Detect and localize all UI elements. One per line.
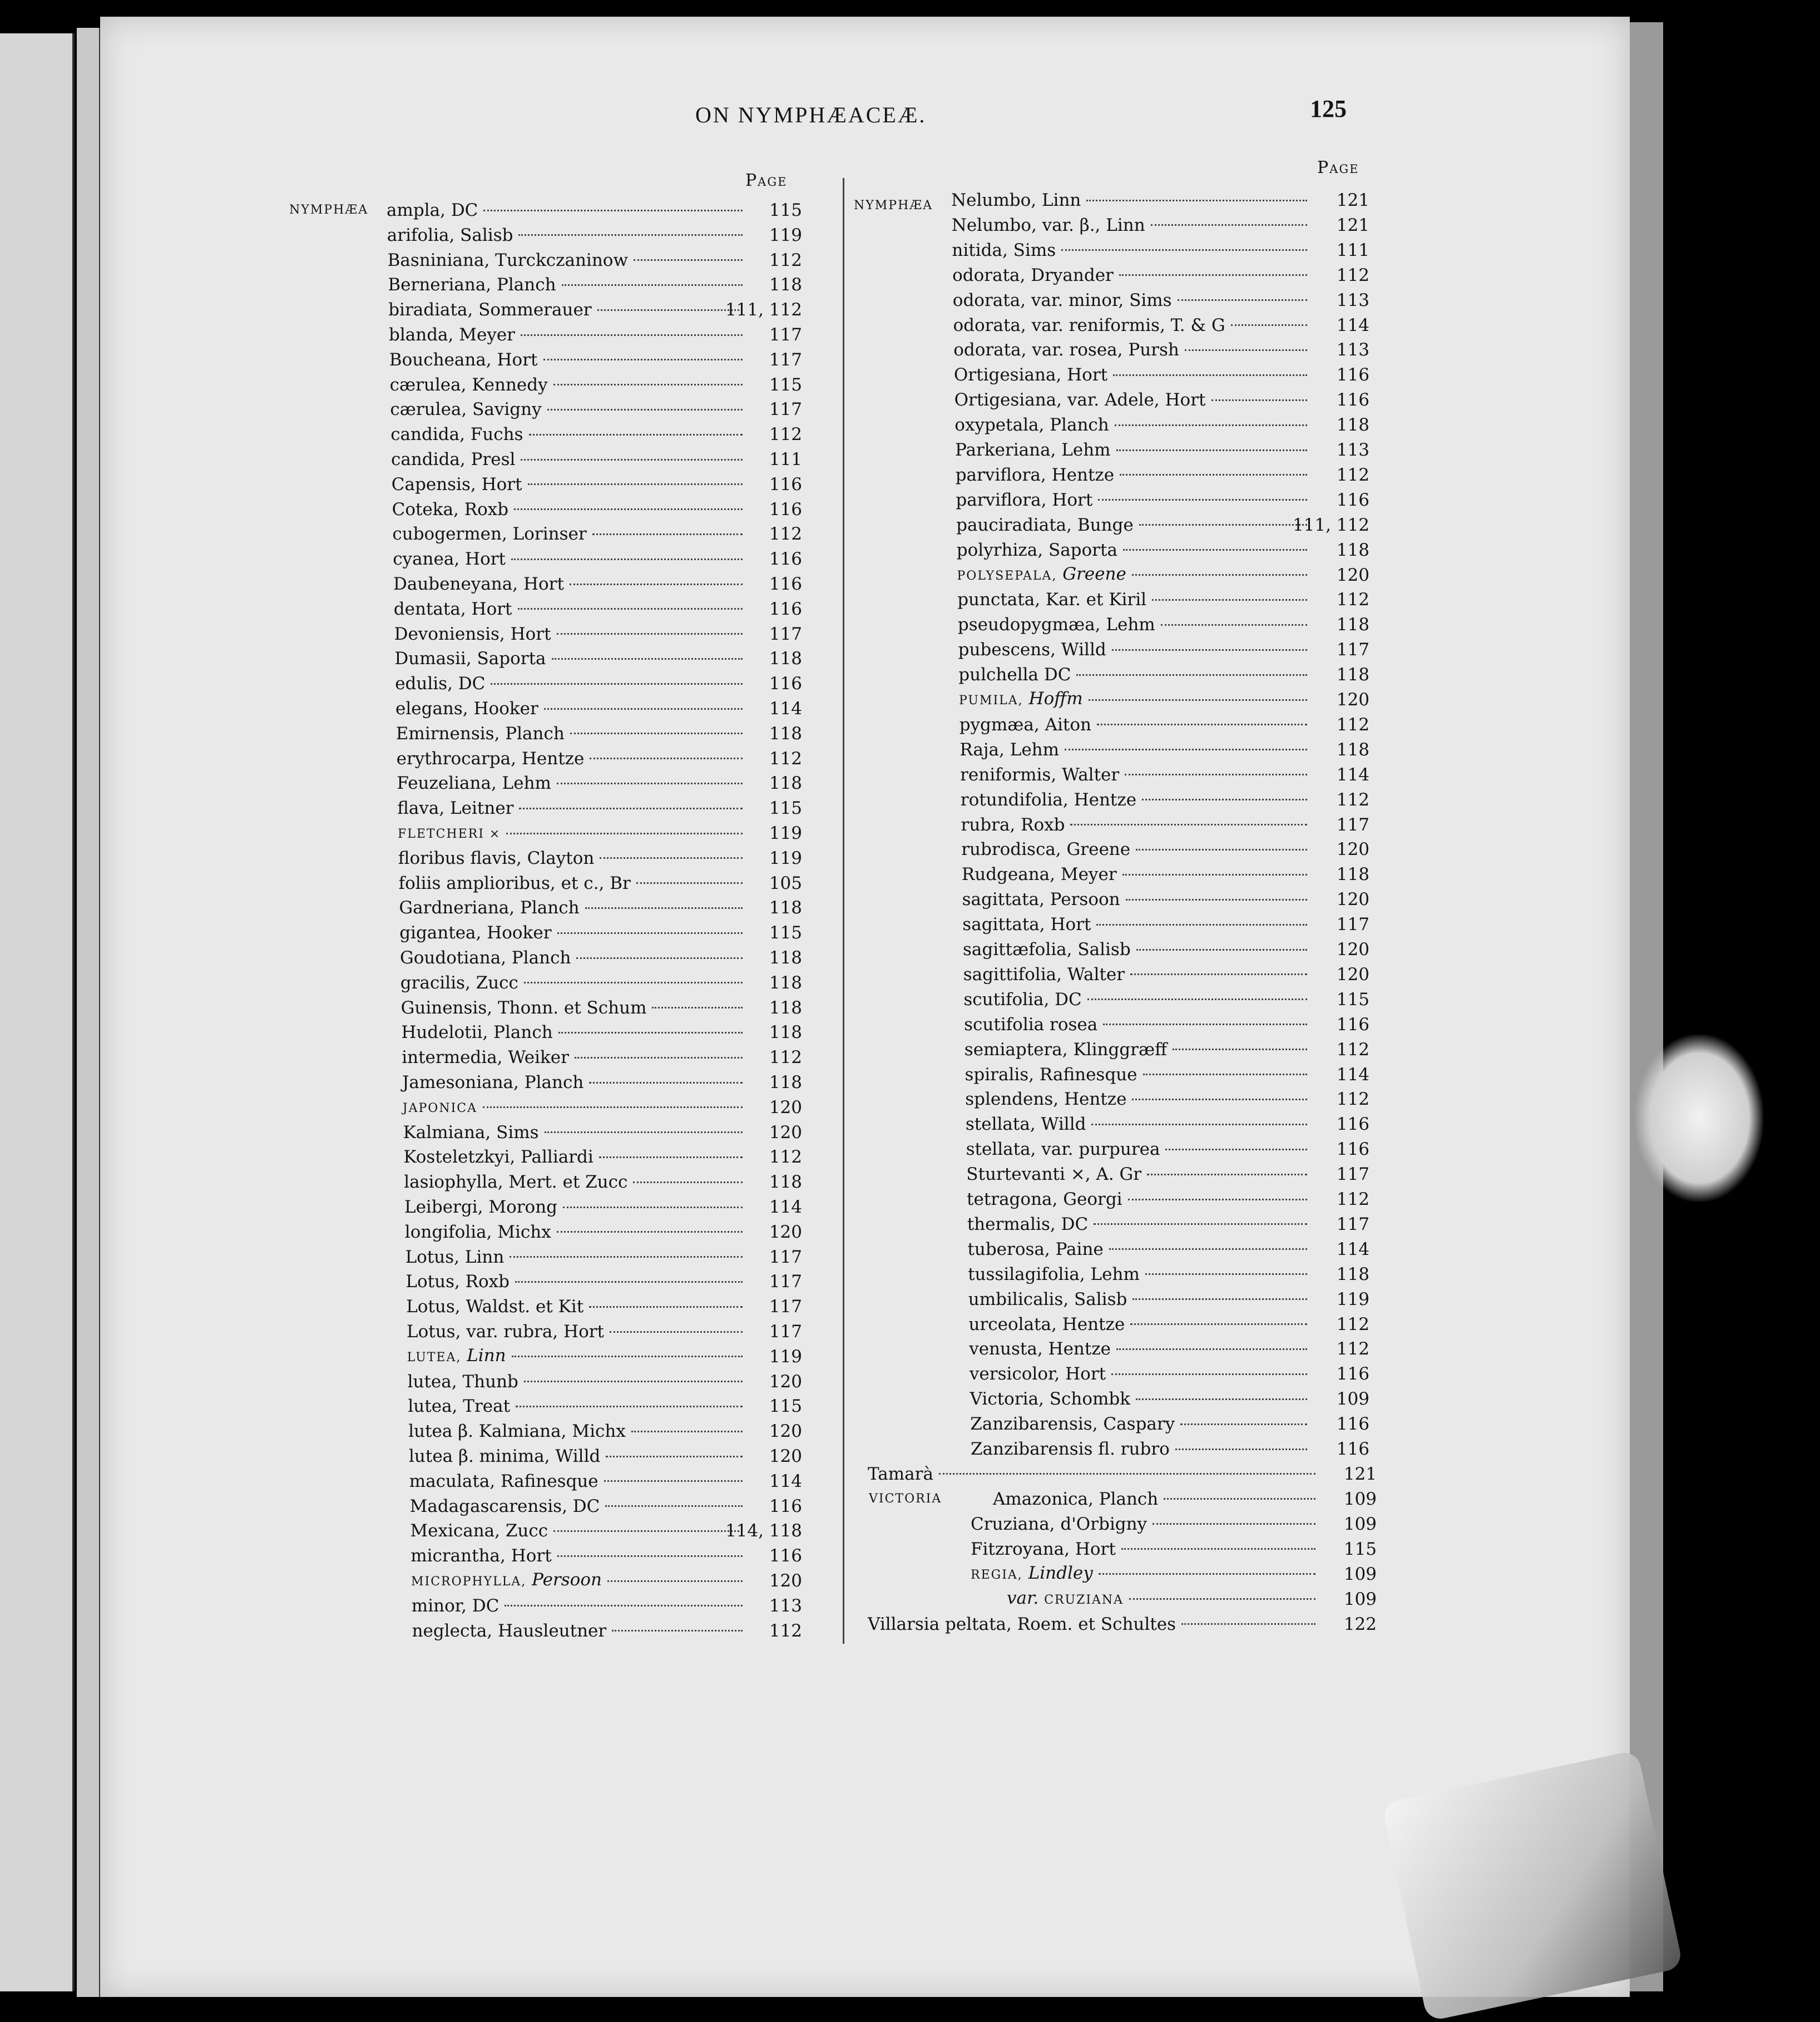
entry-name: Leibergi, Morong xyxy=(404,1197,558,1217)
entry-page: 112 xyxy=(769,1620,802,1641)
entry-page: 116 xyxy=(769,599,802,619)
entry-name: Basniniana, Turckczaninow xyxy=(387,250,628,270)
entry-name: cyanea, Hort xyxy=(393,549,506,570)
entry-name: stellata, var. purpurea xyxy=(966,1139,1160,1160)
entry-name: rubra, Roxb xyxy=(961,814,1065,835)
entry-name: Gardneriana, Planch xyxy=(399,898,580,918)
entry-authority-italic: Greene xyxy=(1062,563,1126,584)
entry-page: 118 xyxy=(1336,415,1369,436)
left-page-edge xyxy=(77,28,101,1997)
entry-page: 118 xyxy=(769,1172,802,1193)
entry-page: 112 xyxy=(1336,1314,1369,1334)
entry-name: foliis amplioribus, et c., Br xyxy=(398,873,631,893)
entry-page: 116 xyxy=(1336,1139,1369,1160)
entry-name: Madagascarensis, DC xyxy=(409,1496,600,1516)
entry-name: longifolia, Michx xyxy=(404,1222,551,1242)
entry-page: 112 xyxy=(1336,1089,1369,1110)
entry-page: 119 xyxy=(769,1346,802,1367)
entry-page: 116 xyxy=(769,499,802,520)
entry-page: 116 xyxy=(1336,1014,1369,1035)
entry-page: 116 xyxy=(769,574,802,594)
entry-page: 112 xyxy=(1336,1339,1369,1359)
entry-page: 116 xyxy=(1336,1414,1369,1435)
entry-page: 120 xyxy=(769,1571,802,1591)
entry-page: 118 xyxy=(769,997,802,1018)
entry-name: Victoria, Schombk xyxy=(970,1389,1131,1410)
entry-page: 112 xyxy=(1336,1189,1369,1209)
entry-page: 117 xyxy=(1336,1164,1369,1185)
entry-page: 115 xyxy=(769,200,802,220)
entry-name: spiralis, Rafinesque xyxy=(965,1064,1138,1085)
entry-page: 119 xyxy=(769,823,802,843)
entry-name: Hudelotii, Planch xyxy=(401,1022,553,1043)
entry-page: 114, 118 xyxy=(725,1521,802,1541)
entry-page: 118 xyxy=(769,649,802,669)
entry-name: Sturtevanti ×, A. Gr xyxy=(966,1164,1142,1185)
entry-page: 118 xyxy=(1336,540,1369,560)
entry-page: 120 xyxy=(1336,565,1369,585)
entry-name: ampla, DC xyxy=(387,200,478,220)
entry-name: Feuzeliana, Lehm xyxy=(397,773,551,794)
entry-page: 115 xyxy=(769,374,802,395)
entry-page: 105 xyxy=(769,873,802,893)
entry-name: stellata, Willd xyxy=(965,1114,1086,1135)
entry-page: 117 xyxy=(1336,914,1369,935)
entry-page: 117 xyxy=(769,349,802,370)
entry-page: 117 xyxy=(769,1272,802,1292)
entry-page: 117 xyxy=(769,1297,802,1317)
entry-name: Daubeneyana, Hort xyxy=(393,574,564,594)
entry-page: 120 xyxy=(1336,690,1369,710)
entry-page: 117 xyxy=(769,1247,802,1267)
entry-page: 112 xyxy=(1336,1039,1369,1060)
entry-page: 112 xyxy=(1336,789,1369,810)
entry-name: odorata, Dryander xyxy=(952,265,1114,285)
entry-page: 117 xyxy=(769,1322,802,1342)
entry-page: 109 xyxy=(1343,1514,1377,1534)
entry-page: 112 xyxy=(1336,714,1369,735)
entry-name: pulchella DC xyxy=(958,665,1071,685)
entry-name: Lotus, Roxb xyxy=(405,1272,510,1292)
entry-name: polyrhiza, Saporta xyxy=(956,540,1117,560)
entry-name: PUMILA, xyxy=(959,694,1023,708)
entry-page: 116 xyxy=(769,549,802,570)
entry-page: 113 xyxy=(1336,290,1369,310)
entry-authority-italic: Persoon xyxy=(532,1570,602,1590)
entry-name: Villarsia peltata, Roem. et Schultes xyxy=(868,1614,1176,1634)
entry-name: POLYSEPALA, xyxy=(957,568,1057,583)
entry-name: Devoniensis, Hort xyxy=(394,624,551,644)
entry-name: FLETCHERI × xyxy=(398,827,501,841)
entry-page: 116 xyxy=(769,674,802,694)
entry-name: REGIA, xyxy=(971,1568,1023,1582)
entry-name: pauciradiata, Bunge xyxy=(956,515,1134,535)
entry-page: 111, 112 xyxy=(725,300,802,320)
entry-page: 116 xyxy=(769,1546,802,1566)
paper-stain xyxy=(1635,1035,1763,1202)
entry-name: Cruziana, d'Orbigny xyxy=(971,1514,1148,1534)
entry-name: floribus flavis, Clayton xyxy=(398,848,595,868)
entry-name: Guinensis, Thonn. et Schum xyxy=(400,997,647,1018)
entry-page: 118 xyxy=(769,773,802,794)
entry-name: cærulea, Savigny xyxy=(390,399,542,420)
entry-page: 120 xyxy=(769,1122,802,1143)
entry-page: 122 xyxy=(1343,1614,1377,1634)
entry-page: 121 xyxy=(1343,1464,1377,1484)
entry-page: 112 xyxy=(769,250,802,270)
entry-name: Berneriana, Planch xyxy=(388,275,556,295)
entry-name: tetragona, Georgi xyxy=(967,1189,1122,1209)
genus-label-victoria: VICTORIA xyxy=(869,1491,942,1506)
entry-name: Amazonica, Planch xyxy=(993,1489,1159,1509)
entry-name: pubescens, Willd xyxy=(958,640,1106,660)
entry-page: 112 xyxy=(1336,464,1369,485)
entry-page: 118 xyxy=(769,723,802,744)
entry-page: 117 xyxy=(1336,1214,1369,1234)
entry-page: 114 xyxy=(1336,1064,1369,1085)
entry-name: Boucheana, Hort xyxy=(389,349,538,370)
entry-authority-italic: Linn xyxy=(467,1345,506,1366)
entry-page: 118 xyxy=(769,948,802,968)
entry-page: 118 xyxy=(769,1022,802,1043)
entry-name: umbilicalis, Salisb xyxy=(968,1289,1127,1309)
entry-page: 112 xyxy=(769,524,802,545)
entry-name: parviflora, Hentze xyxy=(955,464,1115,485)
entry-name: CRUZIANA xyxy=(1044,1593,1124,1607)
entry-name: venusta, Hentze xyxy=(969,1339,1111,1359)
entry-name: thermalis, DC xyxy=(967,1214,1089,1234)
entry-name: sagittata, Persoon xyxy=(962,889,1120,910)
entry-name: maculata, Rafinesque xyxy=(409,1471,599,1491)
entry-page: 116 xyxy=(769,474,802,495)
entry-page: 117 xyxy=(1336,814,1369,835)
entry-page: 120 xyxy=(769,1222,802,1242)
genus-label-right: NYMPHÆA xyxy=(854,199,933,212)
entry-name: tussilagifolia, Lehm xyxy=(968,1264,1140,1284)
entry-page: 120 xyxy=(769,1371,802,1392)
entry-page: 120 xyxy=(1336,964,1369,985)
entry-name: dentata, Hort xyxy=(393,599,512,619)
entry-name: punctata, Kar. et Kiril xyxy=(957,590,1147,610)
entry-name: Lotus, Waldst. et Kit xyxy=(406,1297,584,1317)
entry-name: JAPONICA xyxy=(402,1101,478,1115)
entry-name: tuberosa, Paine xyxy=(967,1239,1104,1259)
entry-name: Zanzibarensis, Caspary xyxy=(970,1414,1175,1435)
entry-name: rotundifolia, Hentze xyxy=(960,789,1137,810)
entry-name: elegans, Hooker xyxy=(395,699,538,719)
entry-page: 109 xyxy=(1336,1389,1369,1410)
entry-name: lutea β. minima, Willd xyxy=(409,1446,601,1466)
entry-name: Zanzibarensis fl. rubro xyxy=(971,1439,1170,1459)
entry-page: 121 xyxy=(1336,215,1369,235)
entry-page: 120 xyxy=(769,1097,802,1118)
entry-page: 118 xyxy=(769,972,802,993)
entry-name: pseudopygmæa, Lehm xyxy=(957,615,1155,635)
entry-name: reniformis, Walter xyxy=(960,764,1120,785)
entry-name: blanda, Meyer xyxy=(389,325,516,345)
entry-name: Dumasii, Saporta xyxy=(394,649,546,669)
entry-name: sagittæfolia, Salisb xyxy=(963,940,1131,960)
entry-name: arifolia, Salisb xyxy=(387,225,513,245)
entry-name: splendens, Hentze xyxy=(965,1089,1127,1110)
column-heading-page-left: Page xyxy=(745,171,788,190)
entry-page: 111, 112 xyxy=(1292,515,1369,535)
entry-name: oxypetala, Planch xyxy=(954,415,1109,436)
entry-name: scutifolia rosea xyxy=(964,1014,1098,1035)
entry-name: neglecta, Hausleutner xyxy=(412,1620,607,1641)
entry-page: 117 xyxy=(1336,640,1369,660)
entry-page: 115 xyxy=(769,1396,802,1417)
entry-name: versicolor, Hort xyxy=(969,1364,1106,1385)
entry-name: Fitzroyana, Hort xyxy=(971,1539,1116,1559)
entry-page: 116 xyxy=(1336,1439,1369,1459)
entry-page: 115 xyxy=(1343,1539,1377,1559)
entry-name: nitida, Sims xyxy=(952,240,1056,260)
entry-name: Kosteletzkyi, Palliardi xyxy=(403,1147,594,1168)
entry-name: Emirnensis, Planch xyxy=(395,723,565,744)
entry-name: Rudgeana, Meyer xyxy=(961,864,1117,885)
entry-page: 116 xyxy=(1336,390,1369,411)
entry-name: lutea β. Kalmiana, Michx xyxy=(408,1421,626,1442)
entry-page: 120 xyxy=(769,1421,802,1442)
entry-page: 116 xyxy=(1336,1364,1369,1385)
entry-name: flava, Leitner xyxy=(397,798,514,819)
entry-italic-prefix: var. xyxy=(1007,1588,1045,1608)
entry-name: parviflora, Hort xyxy=(956,490,1093,510)
entry-page: 117 xyxy=(769,624,802,644)
entry-page: 117 xyxy=(769,325,802,345)
entry-name: Raja, Lehm xyxy=(960,739,1060,760)
entry-page: 115 xyxy=(1336,989,1369,1010)
entry-name: lutea, Thunb xyxy=(407,1371,518,1392)
entry-page: 114 xyxy=(769,1197,802,1217)
entry-page: 120 xyxy=(1336,889,1369,910)
entry-name: gracilis, Zucc xyxy=(400,972,518,993)
entry-page: 116 xyxy=(1336,490,1369,510)
entry-page: 118 xyxy=(769,1072,802,1092)
entry-page: 114 xyxy=(769,1471,802,1491)
entry-name: intermedia, Weiker xyxy=(402,1047,569,1068)
entry-page: 115 xyxy=(769,798,802,819)
entry-page: 116 xyxy=(1336,1114,1369,1135)
column-divider xyxy=(843,178,844,1644)
entry-name: candida, Presl xyxy=(391,449,516,469)
entry-page: 121 xyxy=(1336,190,1369,210)
entry-page: 113 xyxy=(769,1595,802,1616)
entry-name: sagittifolia, Walter xyxy=(963,964,1125,985)
entry-page: 112 xyxy=(1336,265,1369,285)
entry-page: 112 xyxy=(1336,590,1369,610)
entry-name: MICROPHYLLA, xyxy=(411,1575,527,1589)
entry-page: 119 xyxy=(769,225,802,245)
entry-name: micrantha, Hort xyxy=(411,1546,552,1566)
entry-page: 120 xyxy=(1336,940,1369,960)
entry-page: 118 xyxy=(769,898,802,918)
entry-name: Kalmiana, Sims xyxy=(403,1122,539,1143)
entry-page: 109 xyxy=(1343,1589,1377,1609)
entry-page: 116 xyxy=(769,1496,802,1516)
entry-name: odorata, var. minor, Sims xyxy=(952,290,1172,310)
entry-name: erythrocarpa, Hentze xyxy=(396,748,585,769)
entry-name: rubrodisca, Greene xyxy=(961,839,1131,860)
entry-name: Ortigesiana, var. Adele, Hort xyxy=(954,390,1206,411)
entry-name: odorata, var. reniformis, T. & G xyxy=(953,315,1225,335)
entry-name: cærulea, Kennedy xyxy=(389,374,548,395)
entry-page: 112 xyxy=(769,1047,802,1068)
entry-name: gigantea, Hooker xyxy=(399,923,552,943)
entry-name: Capensis, Hort xyxy=(391,474,522,495)
entry-page: 114 xyxy=(1336,1239,1369,1259)
entry-name: Goudotiana, Planch xyxy=(400,948,571,968)
entry-name: Coteka, Roxb xyxy=(392,499,509,520)
entry-page: 112 xyxy=(769,1147,802,1168)
entry-name: Ortigesiana, Hort xyxy=(953,365,1108,385)
entry-name: Nelumbo, var. β., Linn xyxy=(951,215,1145,235)
entry-page: 119 xyxy=(769,848,802,868)
entry-page: 112 xyxy=(769,748,802,769)
entry-page: 118 xyxy=(1336,1264,1369,1284)
entry-name: scutifolia, DC xyxy=(963,989,1082,1010)
entry-page: 118 xyxy=(1336,615,1369,635)
entry-name: pygmæa, Aiton xyxy=(959,714,1092,735)
entry-name: Jamesoniana, Planch xyxy=(402,1072,584,1092)
dot-leader xyxy=(939,1473,1315,1475)
entry-page: 111 xyxy=(1336,240,1369,260)
entry-name: odorata, var. rosea, Pursh xyxy=(953,340,1179,360)
entry-name: candida, Fuchs xyxy=(390,424,523,445)
page-right-edge xyxy=(1630,22,1663,1991)
entry-name: cubogermen, Lorinser xyxy=(392,524,587,545)
genus-label-left: NYMPHÆA xyxy=(289,203,369,217)
entry-page: 120 xyxy=(1336,839,1369,860)
entry-page: 113 xyxy=(1336,340,1369,360)
entry-page: 116 xyxy=(1336,365,1369,385)
entry-page: 117 xyxy=(769,399,802,420)
entry-page: 113 xyxy=(1336,440,1369,460)
entry-page: 118 xyxy=(1336,864,1369,885)
page-number: 125 xyxy=(1310,95,1347,122)
entry-name: Lotus, Linn xyxy=(405,1247,505,1267)
entry-page: 118 xyxy=(769,275,802,295)
entry-page: 109 xyxy=(1343,1489,1377,1509)
entry-name: Mexicana, Zucc xyxy=(410,1521,548,1541)
entry-name: biradiata, Sommerauer xyxy=(388,300,592,320)
entry-page: 120 xyxy=(769,1446,802,1466)
entry-page: 112 xyxy=(769,424,802,445)
entry-page: 119 xyxy=(1336,1289,1369,1309)
entry-name: lutea, Treat xyxy=(408,1396,511,1417)
book-page xyxy=(100,17,1630,1997)
entry-page: 115 xyxy=(769,923,802,943)
entry-name: Lotus, var. rubra, Hort xyxy=(407,1322,605,1342)
entry-page: 118 xyxy=(1336,739,1369,760)
entry-name: Parkeriana, Lehm xyxy=(955,440,1111,460)
entry-page: 114 xyxy=(769,699,802,719)
entry-page: 109 xyxy=(1343,1564,1377,1584)
entry-name: LUTEA, xyxy=(407,1350,462,1365)
running-header: ON NYMPHÆACEÆ. xyxy=(695,102,927,127)
entry-name: urceolata, Hentze xyxy=(968,1314,1125,1334)
entry-name: edulis, DC xyxy=(395,674,486,694)
entry-page: 111 xyxy=(769,449,802,469)
entry-name: minor, DC xyxy=(411,1595,499,1616)
entry-page: 114 xyxy=(1336,315,1369,335)
entry-authority-italic: Hoffm xyxy=(1028,689,1083,709)
left-page-margin xyxy=(0,33,75,1991)
entry-page: 114 xyxy=(1336,764,1369,785)
entry-name: sagittata, Hort xyxy=(962,914,1091,935)
entry-page: 118 xyxy=(1336,665,1369,685)
index-entry xyxy=(868,1613,1321,1635)
entry-name: Nelumbo, Linn xyxy=(951,190,1081,210)
entry-name: semiaptera, Klinggræff xyxy=(964,1039,1168,1060)
entry-authority-italic: Lindley xyxy=(1028,1563,1093,1583)
column-heading-page-right: Page xyxy=(1317,158,1359,177)
entry-name: lasiophylla, Mert. et Zucc xyxy=(404,1172,628,1193)
entry-name: Tamarà xyxy=(868,1464,933,1484)
index-entry xyxy=(868,1463,1321,1485)
